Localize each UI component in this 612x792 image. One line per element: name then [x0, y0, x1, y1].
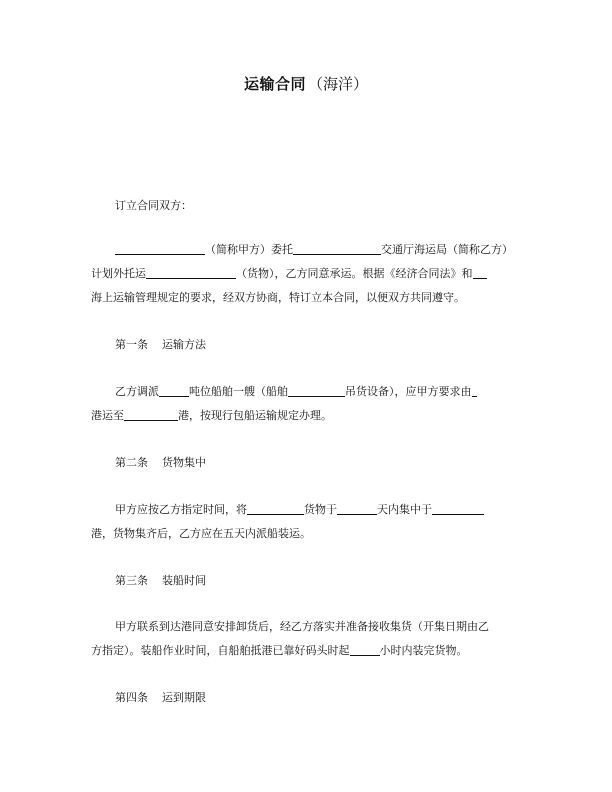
para4-text3: 小时内装完货物。	[379, 644, 468, 657]
article-2-title: 货物集中	[162, 456, 206, 469]
article-1-number: 第一条	[115, 338, 148, 351]
article-1-title: 运输方法	[162, 338, 206, 351]
para3-text2: 货物于	[304, 503, 337, 516]
title-sub: （海洋）	[308, 75, 369, 93]
para1-line2	[91, 267, 523, 280]
para1-text4: （货物），乙方同意承运。根据《经济合同法》和	[236, 267, 473, 280]
para1-line1	[91, 243, 547, 256]
article-2-number: 第二条	[115, 456, 148, 469]
para3-text1: 甲方应按乙方指定时间，将	[115, 503, 247, 516]
title-main: 运输合同	[243, 75, 306, 93]
para4-line1: 甲方联系到达港同意安排卸货后，经乙方落实并准备接收集货（开集日期由乙	[115, 620, 489, 633]
para4-text2: 方指定）。装船作业时间，自船舶抵港已靠好码头时起	[91, 644, 350, 657]
para3-line2: 港，货物集齐后，乙方应在五天内派船装运。	[91, 527, 311, 540]
article-1-heading	[91, 338, 547, 351]
blank-cargo	[247, 503, 304, 515]
para3-line1	[91, 503, 547, 516]
blank-party-a	[115, 243, 205, 255]
blank-destination-port	[124, 409, 178, 421]
para2-text1: 乙方调派	[115, 385, 159, 398]
para2-text3: 吊货设备），应甲方要求由	[345, 385, 472, 398]
article-2-heading	[91, 456, 547, 469]
blank-goods	[146, 267, 236, 279]
para1-text2: 交通厅海运局（简称乙方）	[381, 243, 513, 256]
blank-days	[337, 503, 377, 515]
para4-line2	[91, 644, 523, 657]
para2-text4: 港运至	[91, 409, 124, 422]
article-3-number: 第三条	[115, 574, 148, 587]
blank-hours	[350, 644, 380, 656]
intro-line: 订立合同双方：	[115, 199, 192, 212]
blank-origin-port	[472, 385, 477, 397]
para1-line3: 海上运输管理规定的要求，经双方协商，特订立本合同，以便双方共同遵守。	[91, 291, 465, 304]
blank-assembly-port	[432, 503, 484, 515]
para1-text3: 计划外托运	[91, 267, 146, 280]
article-3-title: 装船时间	[162, 574, 206, 587]
article-4-heading	[91, 691, 547, 704]
blank-law	[473, 267, 487, 279]
para2-line1	[91, 385, 547, 398]
para3-text3: 天内集中于	[377, 503, 432, 516]
document-title	[0, 75, 612, 93]
article-4-number: 第四条	[115, 691, 148, 704]
para2-text2: 吨位船舶一艘（船舶	[189, 385, 288, 398]
para2-line2	[91, 409, 523, 422]
blank-ship	[288, 385, 345, 397]
para1-text1: （简称甲方）委托	[205, 243, 293, 256]
para2-text5: 港，按现行包船运输规定办理。	[178, 409, 332, 422]
blank-tonnage	[159, 385, 189, 397]
article-3-heading	[91, 574, 547, 587]
blank-entrust	[293, 243, 381, 255]
article-4-title: 运到期限	[162, 691, 206, 704]
